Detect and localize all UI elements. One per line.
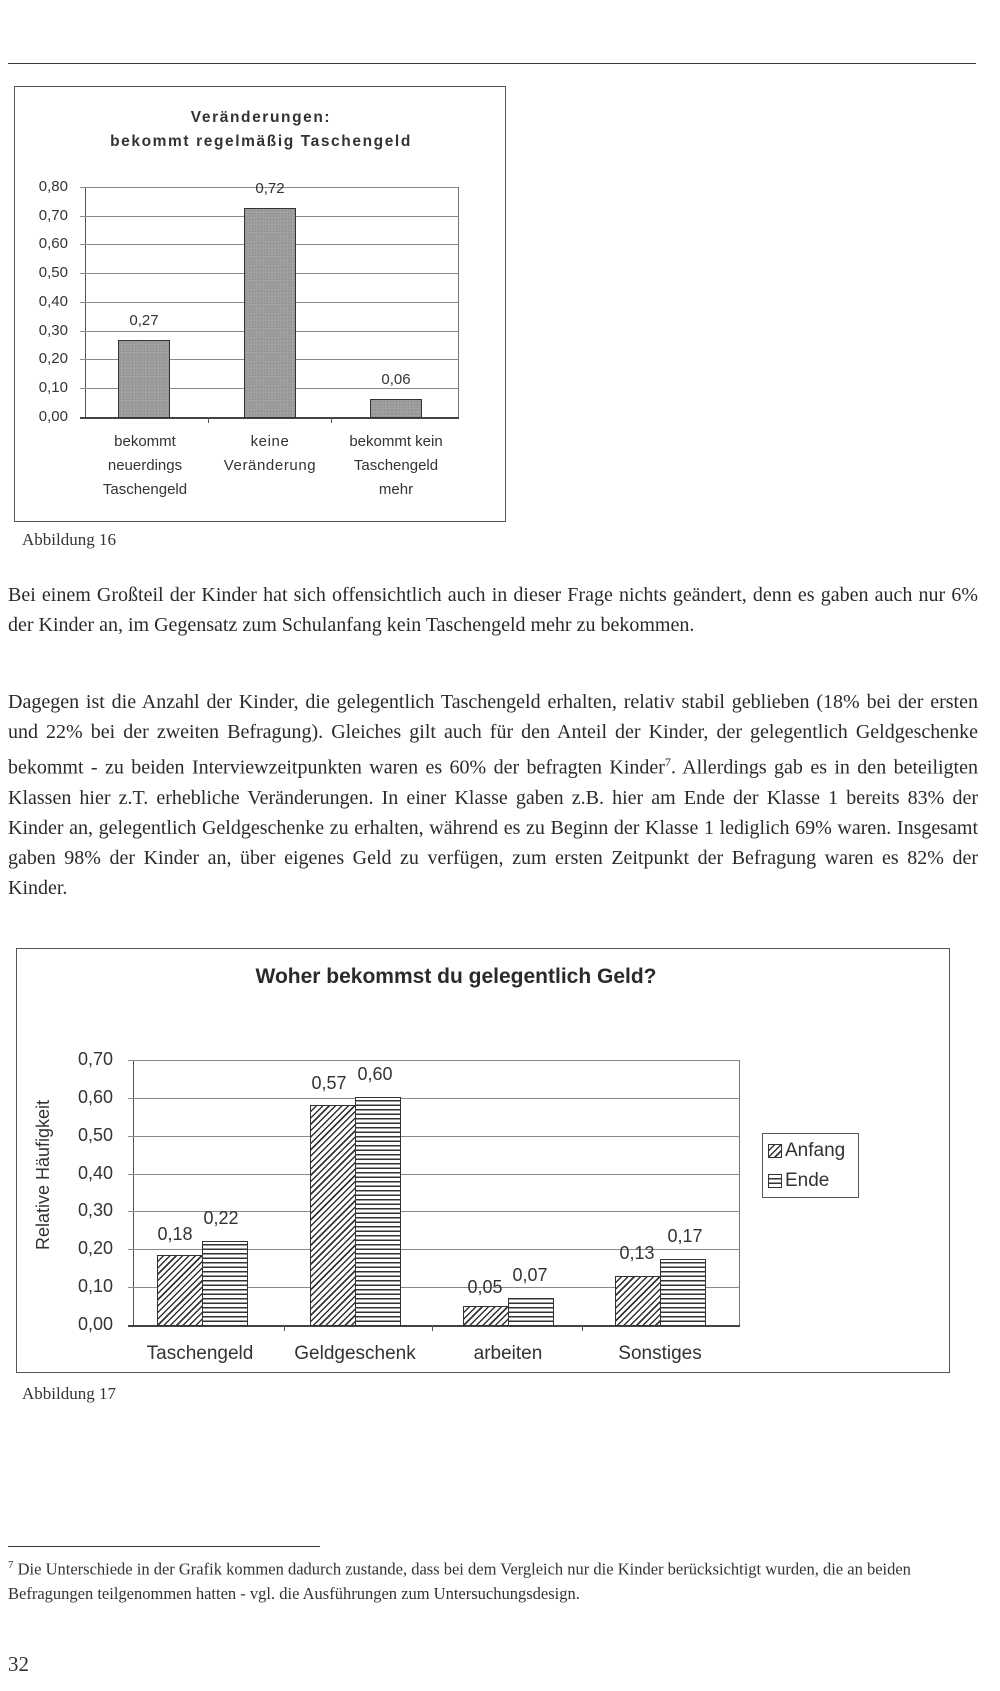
y-axis-label: Relative Häufigkeit (33, 1099, 53, 1251)
value-label: 0,22 (203, 1208, 239, 1228)
value-label: 0,72 (255, 180, 285, 197)
y-tick: 0,50 (77, 1125, 113, 1145)
gridline (128, 1098, 739, 1099)
footnote-ref: 7 (664, 755, 671, 769)
figure-17-plot-right-border (739, 1060, 740, 1325)
footnote-marker: 7 (8, 1559, 14, 1571)
x-tick (331, 417, 332, 423)
y-tick: 0,00 (38, 408, 68, 425)
value-label: 0,27 (129, 312, 159, 329)
y-tick: 0,00 (77, 1314, 113, 1334)
value-label: 0,07 (512, 1265, 548, 1285)
legend-item-anfang: Anfang (763, 1136, 858, 1166)
y-tick: 0,80 (38, 178, 68, 195)
gridline (128, 1136, 739, 1137)
footnote-rule (8, 1546, 320, 1547)
figure-17-title: Woher bekommst du gelegentlich Geld? (255, 965, 657, 988)
figure-16-caption: Abbildung 16 (22, 530, 116, 549)
x-tick (432, 1325, 433, 1331)
value-label: 0,06 (381, 371, 411, 388)
value-label: 0,60 (357, 1064, 393, 1084)
figure-16-title-line1: Veränderungen: (190, 109, 332, 126)
y-tick: 0,50 (38, 264, 68, 281)
figure-17-caption: Abbildung 17 (22, 1384, 116, 1403)
bar-geldgeschenk-anfang (310, 1105, 356, 1326)
bar-bekommt-kein-mehr (370, 399, 422, 418)
gridline (128, 1174, 739, 1175)
figure-16-title-line2: bekommt regelmäßig Taschengeld (110, 133, 412, 150)
category-label: bekommt neuerdings Taschengeld (102, 433, 188, 498)
category-label: Geldgeschenk (294, 1343, 416, 1364)
figure-17-y-axis (133, 1060, 134, 1325)
figure-16-title (16, 106, 506, 154)
bar-geldgeschenk-ende (355, 1097, 401, 1326)
x-tick (208, 417, 209, 423)
legend-item-ende: Ende (763, 1166, 858, 1196)
bar-arbeiten-ende (508, 1298, 554, 1326)
bar-arbeiten-anfang (463, 1306, 509, 1326)
bar-taschengeld-ende (202, 1241, 248, 1326)
y-tick: 0,70 (38, 207, 68, 224)
value-label: 0,05 (467, 1277, 503, 1297)
value-label: 0,57 (311, 1073, 347, 1093)
chart-legend (762, 1133, 859, 1198)
value-label: 0,13 (619, 1243, 655, 1263)
figure-16-plot-right-border (458, 187, 459, 417)
bar-keine-veraenderung (244, 208, 296, 418)
x-tick (284, 1325, 285, 1331)
y-tick: 0,40 (77, 1163, 113, 1183)
y-tick: 0,70 (77, 1049, 113, 1069)
y-tick: 0,60 (77, 1087, 113, 1107)
y-tick: 0,10 (77, 1276, 113, 1296)
category-label: bekommt kein Taschengeld mehr (349, 433, 443, 498)
paragraph-2: Dagegen ist die Anzahl der Kinder, die gelegentlich Taschengeld erhalten, relativ stabil geblieben (18% bei der ersten und 22% bei der zweiten Befragung). Gleiches gilt auch für den Anteil der Kinder, der gelegentlich Geldgeschenke bekommt - zu beiden Interviewzeitpunkten waren es 60% der befragten Kinder$^7$. Allerdings gab es in den beteiligten Klassen hier z.T. erhebliche Veränderungen. In einer Klasse gaben z.B. hier am Ende der Klasse 1 bereits 83% der Kinder an, gelegentlich Geldgeschenke zu erhalten, während es zu Beginn der Klasse 1 lediglich 69% waren. Insgesamt gaben 98% der Kinder an, über eigenes Geld zu verfügen, zum ersten Zeitpunkt der Befragung waren es 82% der Kinder. (8, 691, 978, 899)
paragraph-1: Bei einem Großteil der Kinder hat sich offensichtlich auch in dieser Frage nichts geändert, denn es gaben auch nur 6% der Kinder an, im Gegensatz zum Schulanfang kein Taschengeld mehr zu bekommen. (8, 584, 978, 636)
value-label: 0,17 (667, 1226, 703, 1246)
header-rule (8, 63, 976, 64)
page-number: 32 (8, 1652, 29, 1676)
y-tick: 0,60 (38, 235, 68, 252)
category-label: Sonstiges (618, 1343, 702, 1364)
category-label: keine Veränderung (223, 433, 317, 474)
y-tick: 0,20 (38, 350, 68, 367)
y-tick: 0,20 (77, 1238, 113, 1258)
bar-sonstiges-ende (660, 1259, 706, 1326)
x-tick (582, 1325, 583, 1331)
y-tick: 0,30 (38, 322, 68, 339)
stripe-swatch-icon (768, 1174, 782, 1188)
value-label: 0,18 (157, 1224, 193, 1244)
bar-sonstiges-anfang (615, 1276, 661, 1326)
y-tick: 0,40 (38, 293, 68, 310)
category-label: Taschengeld (146, 1343, 254, 1364)
footnote: $^7$ Die Unterschiede in der Grafik kommen dadurch zustande, dass bei dem Vergleich nur die Kinder berücksichtigt wurden, die an beiden Befragungen teilgenommen hatten - vgl. die Ausführungen zum Untersuchungsdesign. (8, 1559, 911, 1603)
category-label: arbeiten (473, 1343, 543, 1364)
y-tick: 0,30 (77, 1200, 113, 1220)
y-tick: 0,10 (38, 379, 68, 396)
gridline (128, 1060, 739, 1061)
hatch-swatch-icon (768, 1144, 782, 1158)
bar-bekommt-neuerdings (118, 340, 170, 418)
bar-taschengeld-anfang (157, 1255, 203, 1326)
